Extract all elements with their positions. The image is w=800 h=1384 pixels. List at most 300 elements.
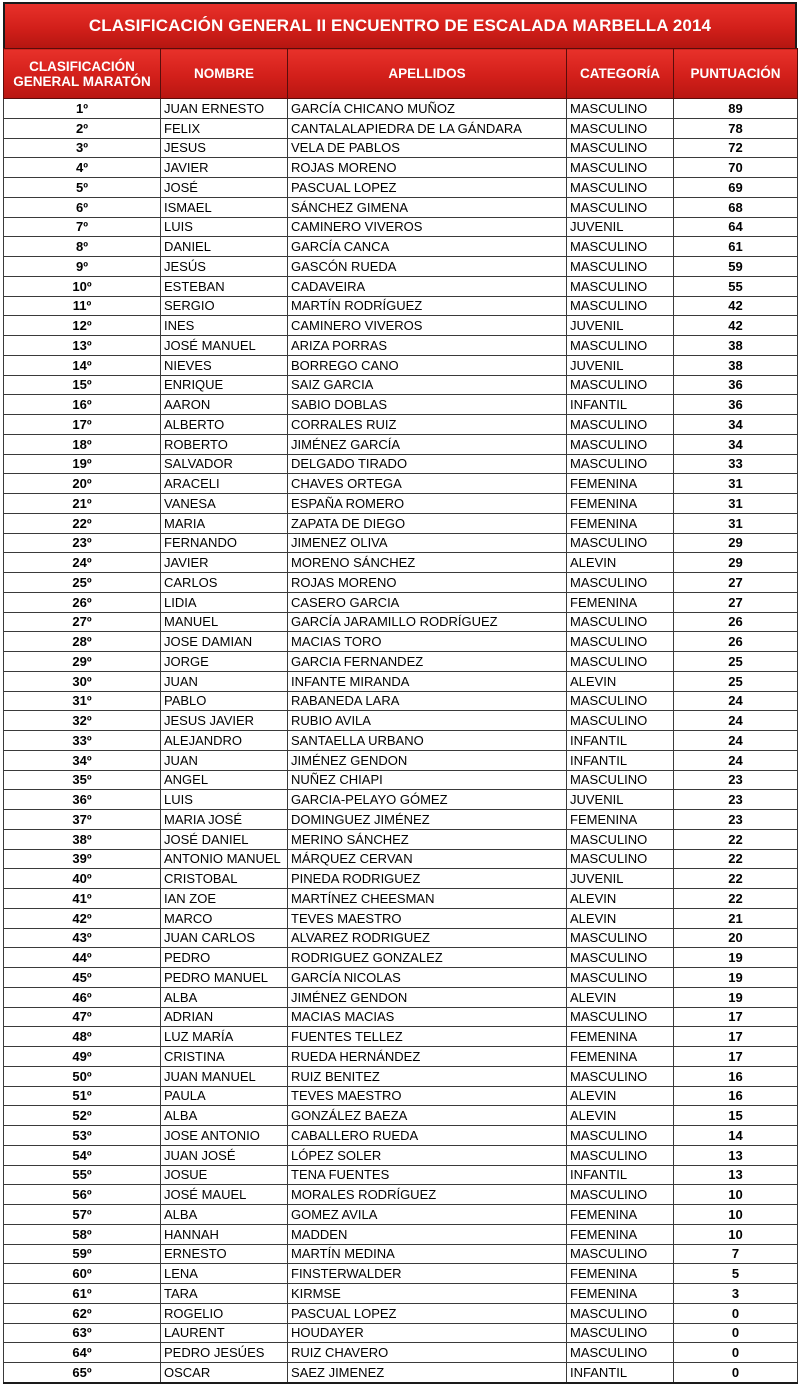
points-cell: 10 — [674, 1185, 798, 1205]
rank-cell: 34º — [4, 750, 161, 770]
surname-cell: ZAPATA DE DIEGO — [288, 513, 567, 533]
category-cell: FEMENINA — [567, 1264, 674, 1284]
table-row — [4, 1086, 798, 1106]
name-cell: LUIS — [161, 217, 288, 237]
surname-cell: TENA FUENTES — [288, 1165, 567, 1185]
rank-cell: 47º — [4, 1007, 161, 1027]
rank-cell: 26º — [4, 592, 161, 612]
points-cell: 0 — [674, 1303, 798, 1323]
rank-cell: 11º — [4, 296, 161, 316]
surname-cell: GONZÁLEZ BAEZA — [288, 1106, 567, 1126]
points-cell: 27 — [674, 592, 798, 612]
rank-cell: 38º — [4, 829, 161, 849]
name-cell: MARIA — [161, 513, 288, 533]
rank-cell: 58º — [4, 1224, 161, 1244]
name-cell: JORGE — [161, 652, 288, 672]
points-cell: 24 — [674, 691, 798, 711]
rank-cell: 3º — [4, 138, 161, 158]
surname-cell: CORRALES RUIZ — [288, 415, 567, 435]
surname-cell: MARTÍNEZ CHEESMAN — [288, 889, 567, 909]
category-cell: MASCULINO — [567, 276, 674, 296]
rank-cell: 53º — [4, 1126, 161, 1146]
table-row — [4, 1323, 798, 1343]
name-cell: ENRIQUE — [161, 375, 288, 395]
table-row — [4, 1363, 798, 1383]
rank-cell: 41º — [4, 889, 161, 909]
points-cell: 7 — [674, 1244, 798, 1264]
name-cell: JOSUE — [161, 1165, 288, 1185]
table-row — [4, 987, 798, 1007]
name-cell: LENA — [161, 1264, 288, 1284]
rank-cell: 12º — [4, 316, 161, 336]
surname-cell: GARCÍA CHICANO MUÑOZ — [288, 99, 567, 119]
name-cell: AARON — [161, 395, 288, 415]
name-cell: CRISTOBAL — [161, 869, 288, 889]
category-cell: FEMENINA — [567, 1284, 674, 1304]
surname-cell: CAMINERO VIVEROS — [288, 217, 567, 237]
category-cell: MASCULINO — [567, 99, 674, 119]
surname-cell: RABANEDA LARA — [288, 691, 567, 711]
name-cell: PAULA — [161, 1086, 288, 1106]
category-cell: ALEVIN — [567, 1086, 674, 1106]
rank-cell: 25º — [4, 573, 161, 593]
points-cell: 26 — [674, 632, 798, 652]
surname-cell: GARCIA-PELAYO GÓMEZ — [288, 790, 567, 810]
surname-cell: MACIAS TORO — [288, 632, 567, 652]
category-cell: MASCULINO — [567, 178, 674, 198]
surname-cell: NUÑEZ CHIAPI — [288, 770, 567, 790]
rank-cell: 6º — [4, 197, 161, 217]
table-row — [4, 750, 798, 770]
table-row — [4, 513, 798, 533]
surname-cell: MERINO SÁNCHEZ — [288, 829, 567, 849]
points-cell: 13 — [674, 1145, 798, 1165]
points-cell: 59 — [674, 257, 798, 277]
surname-cell: MORENO SÁNCHEZ — [288, 553, 567, 573]
table-row — [4, 197, 798, 217]
points-cell: 3 — [674, 1284, 798, 1304]
rank-cell: 8º — [4, 237, 161, 257]
surname-cell: CADAVEIRA — [288, 276, 567, 296]
rank-cell: 18º — [4, 434, 161, 454]
rank-cell: 35º — [4, 770, 161, 790]
points-cell: 25 — [674, 652, 798, 672]
rank-cell: 42º — [4, 908, 161, 928]
points-cell: 70 — [674, 158, 798, 178]
table-row — [4, 415, 798, 435]
rank-cell: 15º — [4, 375, 161, 395]
surname-cell: PASCUAL LOPEZ — [288, 1303, 567, 1323]
points-cell: 0 — [674, 1343, 798, 1363]
category-cell: ALEVIN — [567, 889, 674, 909]
surname-cell: LÓPEZ SOLER — [288, 1145, 567, 1165]
category-cell: MASCULINO — [567, 1066, 674, 1086]
name-cell: JAVIER — [161, 158, 288, 178]
surname-cell: GARCÍA CANCA — [288, 237, 567, 257]
category-cell: MASCULINO — [567, 118, 674, 138]
name-cell: JOSE DAMIAN — [161, 632, 288, 652]
column-header-name: NOMBRE — [161, 49, 288, 99]
table-row — [4, 158, 798, 178]
points-cell: 55 — [674, 276, 798, 296]
name-cell: PEDRO MANUEL — [161, 968, 288, 988]
name-cell: HANNAH — [161, 1224, 288, 1244]
points-cell: 15 — [674, 1106, 798, 1126]
page-title — [3, 2, 797, 48]
surname-cell: SAEZ JIMENEZ — [288, 1363, 567, 1383]
category-cell: MASCULINO — [567, 434, 674, 454]
rank-cell: 60º — [4, 1264, 161, 1284]
table-row — [4, 494, 798, 514]
category-cell: ALEVIN — [567, 908, 674, 928]
rank-cell: 31º — [4, 691, 161, 711]
category-cell: MASCULINO — [567, 375, 674, 395]
name-cell: JUAN JOSÉ — [161, 1145, 288, 1165]
name-cell: ALBA — [161, 987, 288, 1007]
surname-cell: ALVAREZ RODRIGUEZ — [288, 928, 567, 948]
name-cell: SALVADOR — [161, 454, 288, 474]
surname-cell: ARIZA PORRAS — [288, 336, 567, 356]
category-cell: INFANTIL — [567, 395, 674, 415]
surname-cell: KIRMSE — [288, 1284, 567, 1304]
rank-cell: 52º — [4, 1106, 161, 1126]
category-cell: FEMENINA — [567, 1224, 674, 1244]
rank-cell: 9º — [4, 257, 161, 277]
category-cell: MASCULINO — [567, 415, 674, 435]
table-row — [4, 316, 798, 336]
rank-cell: 7º — [4, 217, 161, 237]
table-row — [4, 178, 798, 198]
table-row — [4, 829, 798, 849]
category-cell: MASCULINO — [567, 612, 674, 632]
category-cell: JUVENIL — [567, 355, 674, 375]
name-cell: JUAN ERNESTO — [161, 99, 288, 119]
table-row — [4, 928, 798, 948]
surname-cell: RUIZ BENITEZ — [288, 1066, 567, 1086]
category-cell: FEMENINA — [567, 1205, 674, 1225]
rank-cell: 29º — [4, 652, 161, 672]
table-row — [4, 1185, 798, 1205]
table-row — [4, 1106, 798, 1126]
category-cell: MASCULINO — [567, 197, 674, 217]
column-header-rank-line1: CLASIFICACIÓN — [29, 58, 135, 74]
category-cell: MASCULINO — [567, 573, 674, 593]
category-cell: MASCULINO — [567, 849, 674, 869]
name-cell: MARIA JOSÉ — [161, 810, 288, 830]
name-cell: IAN ZOE — [161, 889, 288, 909]
name-cell: TARA — [161, 1284, 288, 1304]
category-cell: ALEVIN — [567, 553, 674, 573]
surname-cell: JIMÉNEZ GENDON — [288, 987, 567, 1007]
points-cell: 0 — [674, 1363, 798, 1383]
points-cell: 24 — [674, 731, 798, 751]
table-header — [4, 49, 798, 99]
rank-cell: 13º — [4, 336, 161, 356]
table-row — [4, 296, 798, 316]
category-cell: FEMENINA — [567, 810, 674, 830]
name-cell: JESUS JAVIER — [161, 711, 288, 731]
category-cell: ALEVIN — [567, 1106, 674, 1126]
points-cell: 29 — [674, 553, 798, 573]
surname-cell: BORREGO CANO — [288, 355, 567, 375]
rank-cell: 48º — [4, 1027, 161, 1047]
category-cell: FEMENINA — [567, 474, 674, 494]
name-cell: DANIEL — [161, 237, 288, 257]
table-row — [4, 276, 798, 296]
rank-cell: 64º — [4, 1343, 161, 1363]
table-row — [4, 99, 798, 119]
surname-cell: MÁRQUEZ CERVAN — [288, 849, 567, 869]
points-cell: 26 — [674, 612, 798, 632]
rank-cell: 43º — [4, 928, 161, 948]
name-cell: JUAN CARLOS — [161, 928, 288, 948]
category-cell: JUVENIL — [567, 790, 674, 810]
ranking-table — [3, 48, 798, 1384]
name-cell: VANESA — [161, 494, 288, 514]
name-cell: LIDIA — [161, 592, 288, 612]
category-cell: MASCULINO — [567, 533, 674, 553]
table-row — [4, 395, 798, 415]
points-cell: 16 — [674, 1086, 798, 1106]
rank-cell: 20º — [4, 474, 161, 494]
rank-cell: 17º — [4, 415, 161, 435]
table-row — [4, 770, 798, 790]
name-cell: ARACELI — [161, 474, 288, 494]
table-row — [4, 1205, 798, 1225]
name-cell: JESÚS — [161, 257, 288, 277]
surname-cell: RUIZ CHAVERO — [288, 1343, 567, 1363]
table-row — [4, 948, 798, 968]
name-cell: MARCO — [161, 908, 288, 928]
points-cell: 38 — [674, 336, 798, 356]
name-cell: ANTONIO MANUEL — [161, 849, 288, 869]
table-row — [4, 1284, 798, 1304]
category-cell: FEMENINA — [567, 494, 674, 514]
points-cell: 17 — [674, 1047, 798, 1067]
name-cell: JOSÉ MANUEL — [161, 336, 288, 356]
category-cell: MASCULINO — [567, 829, 674, 849]
surname-cell: GOMEZ AVILA — [288, 1205, 567, 1225]
table-row — [4, 454, 798, 474]
table-row — [4, 355, 798, 375]
rank-cell: 24º — [4, 553, 161, 573]
category-cell: ALEVIN — [567, 987, 674, 1007]
points-cell: 31 — [674, 474, 798, 494]
table-row — [4, 217, 798, 237]
name-cell: ALBERTO — [161, 415, 288, 435]
table-row — [4, 869, 798, 889]
category-cell: INFANTIL — [567, 1363, 674, 1383]
header-row — [4, 49, 798, 99]
category-cell: FEMENINA — [567, 592, 674, 612]
name-cell: JAVIER — [161, 553, 288, 573]
points-cell: 24 — [674, 711, 798, 731]
points-cell: 25 — [674, 671, 798, 691]
rank-cell: 5º — [4, 178, 161, 198]
surname-cell: RUBIO AVILA — [288, 711, 567, 731]
points-cell: 23 — [674, 770, 798, 790]
points-cell: 19 — [674, 968, 798, 988]
name-cell: ADRIAN — [161, 1007, 288, 1027]
surname-cell: GASCÓN RUEDA — [288, 257, 567, 277]
points-cell: 13 — [674, 1165, 798, 1185]
surname-cell: MACIAS MACIAS — [288, 1007, 567, 1027]
column-header-category: CATEGORÍA — [567, 49, 674, 99]
surname-cell: CHAVES ORTEGA — [288, 474, 567, 494]
table-row — [4, 1165, 798, 1185]
surname-cell: SAIZ GARCIA — [288, 375, 567, 395]
name-cell: ESTEBAN — [161, 276, 288, 296]
table-row — [4, 1066, 798, 1086]
table-row — [4, 889, 798, 909]
surname-cell: GARCÍA JARAMILLO RODRÍGUEZ — [288, 612, 567, 632]
category-cell: ALEVIN — [567, 671, 674, 691]
points-cell: 20 — [674, 928, 798, 948]
rank-cell: 33º — [4, 731, 161, 751]
surname-cell: CABALLERO RUEDA — [288, 1126, 567, 1146]
name-cell: INES — [161, 316, 288, 336]
surname-cell: MORALES RODRÍGUEZ — [288, 1185, 567, 1205]
name-cell: LUZ MARÍA — [161, 1027, 288, 1047]
points-cell: 36 — [674, 395, 798, 415]
points-cell: 22 — [674, 869, 798, 889]
category-cell: MASCULINO — [567, 1145, 674, 1165]
category-cell: MASCULINO — [567, 1126, 674, 1146]
points-cell: 22 — [674, 849, 798, 869]
name-cell: JUAN MANUEL — [161, 1066, 288, 1086]
surname-cell: JIMÉNEZ GENDON — [288, 750, 567, 770]
surname-cell: GARCÍA NICOLAS — [288, 968, 567, 988]
name-cell: JUAN — [161, 671, 288, 691]
name-cell: ALEJANDRO — [161, 731, 288, 751]
name-cell: ROBERTO — [161, 434, 288, 454]
surname-cell: JIMENEZ OLIVA — [288, 533, 567, 553]
table-row — [4, 533, 798, 553]
surname-cell: PASCUAL LOPEZ — [288, 178, 567, 198]
category-cell: MASCULINO — [567, 1343, 674, 1363]
points-cell: 5 — [674, 1264, 798, 1284]
surname-cell: SABIO DOBLAS — [288, 395, 567, 415]
name-cell: JESUS — [161, 138, 288, 158]
table-row — [4, 1303, 798, 1323]
table-row — [4, 257, 798, 277]
page-title-text: CLASIFICACIÓN GENERAL II ENCUENTRO DE ESCALADA MARBELLA 2014 — [88, 16, 712, 35]
points-cell: 72 — [674, 138, 798, 158]
column-header-points: PUNTUACIÓN — [674, 49, 798, 99]
points-cell: 38 — [674, 355, 798, 375]
table-row — [4, 1343, 798, 1363]
category-cell: INFANTIL — [567, 750, 674, 770]
rank-cell: 40º — [4, 869, 161, 889]
name-cell: CRISTINA — [161, 1047, 288, 1067]
table-row — [4, 731, 798, 751]
table-row — [4, 237, 798, 257]
rank-cell: 49º — [4, 1047, 161, 1067]
category-cell: MASCULINO — [567, 652, 674, 672]
points-cell: 34 — [674, 434, 798, 454]
rank-cell: 23º — [4, 533, 161, 553]
name-cell: PEDRO JESÚES — [161, 1343, 288, 1363]
surname-cell: INFANTE MIRANDA — [288, 671, 567, 691]
points-cell: 17 — [674, 1007, 798, 1027]
points-cell: 10 — [674, 1224, 798, 1244]
rank-cell: 54º — [4, 1145, 161, 1165]
table-row — [4, 1264, 798, 1284]
surname-cell: DELGADO TIRADO — [288, 454, 567, 474]
rank-cell: 37º — [4, 810, 161, 830]
table-row — [4, 612, 798, 632]
category-cell: MASCULINO — [567, 1323, 674, 1343]
table-row — [4, 138, 798, 158]
name-cell: NIEVES — [161, 355, 288, 375]
rank-cell: 57º — [4, 1205, 161, 1225]
category-cell: JUVENIL — [567, 217, 674, 237]
rank-cell: 27º — [4, 612, 161, 632]
category-cell: INFANTIL — [567, 1165, 674, 1185]
points-cell: 42 — [674, 296, 798, 316]
surname-cell: MARTÍN MEDINA — [288, 1244, 567, 1264]
surname-cell: CAMINERO VIVEROS — [288, 316, 567, 336]
surname-cell: MARTÍN RODRÍGUEZ — [288, 296, 567, 316]
rank-cell: 30º — [4, 671, 161, 691]
rank-cell: 4º — [4, 158, 161, 178]
points-cell: 31 — [674, 513, 798, 533]
name-cell: ISMAEL — [161, 197, 288, 217]
points-cell: 31 — [674, 494, 798, 514]
points-cell: 19 — [674, 987, 798, 1007]
surname-cell: FINSTERWALDER — [288, 1264, 567, 1284]
rank-cell: 10º — [4, 276, 161, 296]
rank-cell: 56º — [4, 1185, 161, 1205]
points-cell: 10 — [674, 1205, 798, 1225]
category-cell: MASCULINO — [567, 691, 674, 711]
surname-cell: JIMÉNEZ GARCÍA — [288, 434, 567, 454]
category-cell: JUVENIL — [567, 316, 674, 336]
surname-cell: CANTALALAPIEDRA DE LA GÁNDARA — [288, 118, 567, 138]
name-cell: JOSÉ DANIEL — [161, 829, 288, 849]
surname-cell: FUENTES TELLEZ — [288, 1027, 567, 1047]
category-cell: MASCULINO — [567, 711, 674, 731]
points-cell: 16 — [674, 1066, 798, 1086]
points-cell: 23 — [674, 790, 798, 810]
table-row — [4, 711, 798, 731]
rank-cell: 46º — [4, 987, 161, 1007]
category-cell: MASCULINO — [567, 1007, 674, 1027]
points-cell: 24 — [674, 750, 798, 770]
name-cell: CARLOS — [161, 573, 288, 593]
table-row — [4, 632, 798, 652]
rank-cell: 44º — [4, 948, 161, 968]
category-cell: MASCULINO — [567, 138, 674, 158]
surname-cell: PINEDA RODRIGUEZ — [288, 869, 567, 889]
category-cell: FEMENINA — [567, 1047, 674, 1067]
points-cell: 22 — [674, 889, 798, 909]
rank-cell: 19º — [4, 454, 161, 474]
points-cell: 27 — [674, 573, 798, 593]
table-row — [4, 118, 798, 138]
category-cell: MASCULINO — [567, 1185, 674, 1205]
name-cell: PABLO — [161, 691, 288, 711]
name-cell: ROGELIO — [161, 1303, 288, 1323]
rank-cell: 62º — [4, 1303, 161, 1323]
table-row — [4, 652, 798, 672]
points-cell: 69 — [674, 178, 798, 198]
surname-cell: ROJAS MORENO — [288, 158, 567, 178]
category-cell: MASCULINO — [567, 237, 674, 257]
points-cell: 89 — [674, 99, 798, 119]
surname-cell: SÁNCHEZ GIMENA — [288, 197, 567, 217]
name-cell: SERGIO — [161, 296, 288, 316]
